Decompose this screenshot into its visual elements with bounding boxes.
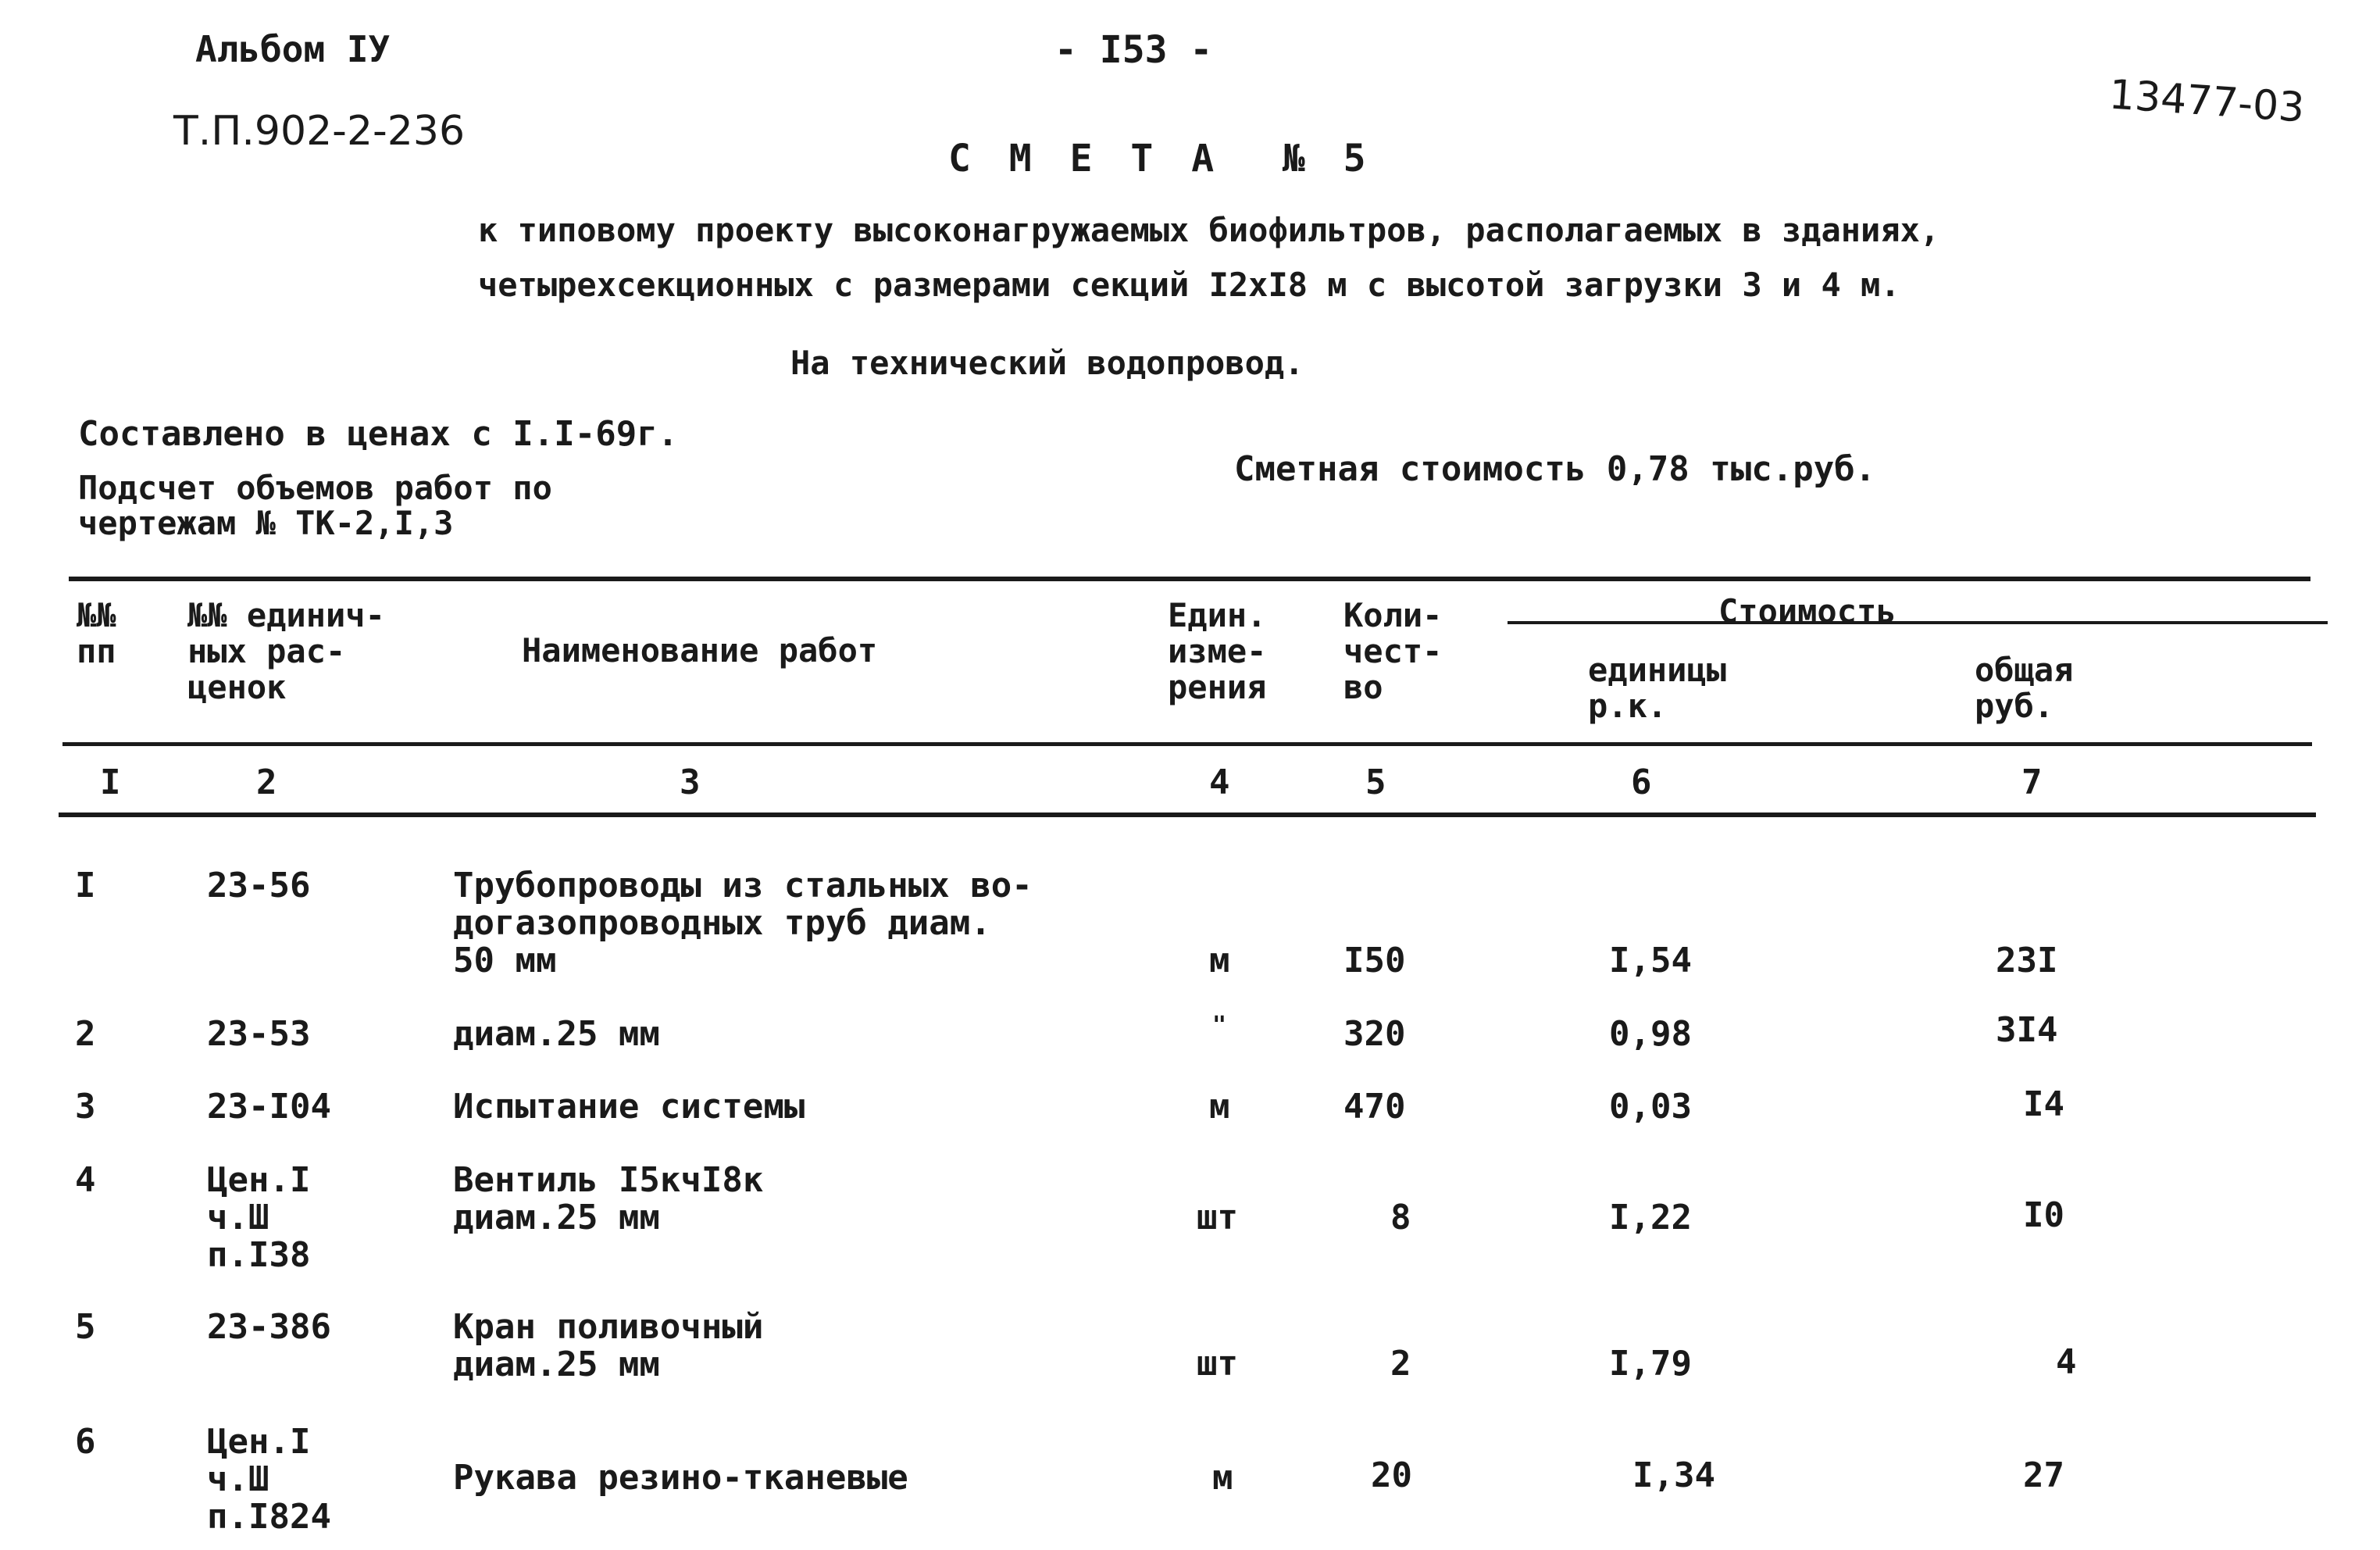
row-quantity: 20 (1371, 1455, 1412, 1495)
col-header-total-cost: общая руб. (1975, 651, 2074, 725)
row-unit-cost: I,34 (1632, 1455, 1715, 1495)
row-unit: м (1209, 941, 1230, 980)
estimated-cost: Сметная стоимость 0,78 тыс.руб. (1234, 449, 1876, 489)
column-number: 5 (1365, 762, 1386, 802)
row-number: I (75, 866, 96, 905)
header-bottom-rule (62, 742, 2312, 746)
row-unit: м (1209, 1087, 1230, 1127)
col-header-work-name: Наименование работ (522, 631, 878, 670)
column-number: 4 (1209, 762, 1230, 802)
row-quantity: 470 (1343, 1087, 1406, 1127)
column-number: 6 (1631, 762, 1652, 802)
row-rate-code: Цен.I ч.Ш п.I824 (207, 1422, 331, 1537)
row-unit: " (1212, 1012, 1227, 1039)
row-quantity: 320 (1343, 1014, 1406, 1054)
column-numbers-rule (59, 812, 2316, 817)
row-work-name: Трубопроводы из стальных во- догазопроводных труб диам. 50 мм (453, 866, 1033, 980)
row-unit-cost: I,79 (1609, 1344, 1692, 1384)
column-number: I (100, 762, 121, 802)
row-unit: м (1212, 1458, 1233, 1498)
row-unit-cost: 0,03 (1609, 1087, 1692, 1127)
row-rate-code: Цен.I ч.Ш п.I38 (207, 1160, 311, 1275)
row-work-name: Рукава резино-тканевые (453, 1458, 908, 1498)
column-number: 3 (680, 762, 701, 802)
subtitle-line-1: к типовому проекту высоконагружаемых биофильтров, располагаемых в зданиях, (478, 211, 1940, 249)
row-number: 4 (75, 1160, 96, 1200)
row-unit: шт (1197, 1198, 1238, 1238)
cost-group-rule (1508, 621, 2328, 624)
row-number: 3 (75, 1087, 96, 1127)
row-number: 5 (75, 1307, 96, 1347)
row-unit-cost: 0,98 (1609, 1014, 1692, 1054)
row-rate-code: 23-I04 (207, 1087, 331, 1127)
row-total-cost: 3I4 (1996, 1010, 2058, 1050)
row-number: 2 (75, 1014, 96, 1054)
col-header-cost-group: Стоимость (1718, 592, 1897, 630)
row-unit-cost: I,22 (1609, 1198, 1692, 1238)
row-work-name: Вентиль I5кчI8к диам.25 мм (453, 1160, 764, 1238)
page-number: - I53 - (1054, 28, 1213, 72)
column-number: 7 (2021, 762, 2043, 802)
col-header-number: №№ пп (77, 596, 116, 670)
volumes-basis-line-2: чертежам № ТК-2,I,3 (78, 504, 454, 542)
col-header-unit: Един. изме- рения (1168, 596, 1267, 706)
project-code: Т.П.902-2-236 (173, 108, 466, 155)
col-header-rate-code: №№ единич- ных рас- ценок (187, 596, 385, 706)
row-work-name: диам.25 мм (453, 1014, 660, 1054)
row-rate-code: 23-56 (207, 866, 311, 905)
album-label: Альбом IУ (195, 28, 391, 70)
row-total-cost: I4 (2023, 1084, 2064, 1124)
volumes-basis-line-1: Подсчет объемов работ по (78, 469, 552, 507)
row-number: 6 (75, 1422, 96, 1462)
column-number: 2 (256, 762, 277, 802)
archive-number: 13477-03 (2107, 71, 2307, 132)
row-unit-cost: I,54 (1609, 941, 1692, 980)
row-unit: шт (1197, 1344, 1238, 1384)
table-top-rule (69, 577, 2310, 581)
row-rate-code: 23-53 (207, 1014, 311, 1054)
prices-basis: Составлено в ценах с I.I-69г. (78, 414, 679, 454)
estimate-object: На технический водопровод. (790, 344, 1304, 382)
row-work-name: Испытание системы (453, 1087, 805, 1127)
row-quantity: 8 (1390, 1198, 1411, 1238)
row-total-cost: 27 (2023, 1455, 2064, 1495)
row-quantity: I50 (1343, 941, 1406, 980)
document-title: С М Е Т А № 5 (948, 137, 1374, 180)
subtitle-line-2: четырехсекционных с размерами секций I2xI8 м с высотой загрузки 3 и 4 м. (478, 266, 1900, 304)
row-rate-code: 23-386 (207, 1307, 331, 1347)
row-total-cost: I0 (2023, 1195, 2064, 1235)
row-quantity: 2 (1390, 1344, 1411, 1384)
row-total-cost: 4 (2056, 1342, 2077, 1382)
col-header-unit-cost: единицы р.к. (1588, 651, 1727, 725)
row-total-cost: 23I (1996, 941, 2058, 980)
col-header-quantity: Коли- чест- во (1343, 596, 1443, 706)
row-work-name: Кран поливочный диам.25 мм (453, 1307, 764, 1384)
